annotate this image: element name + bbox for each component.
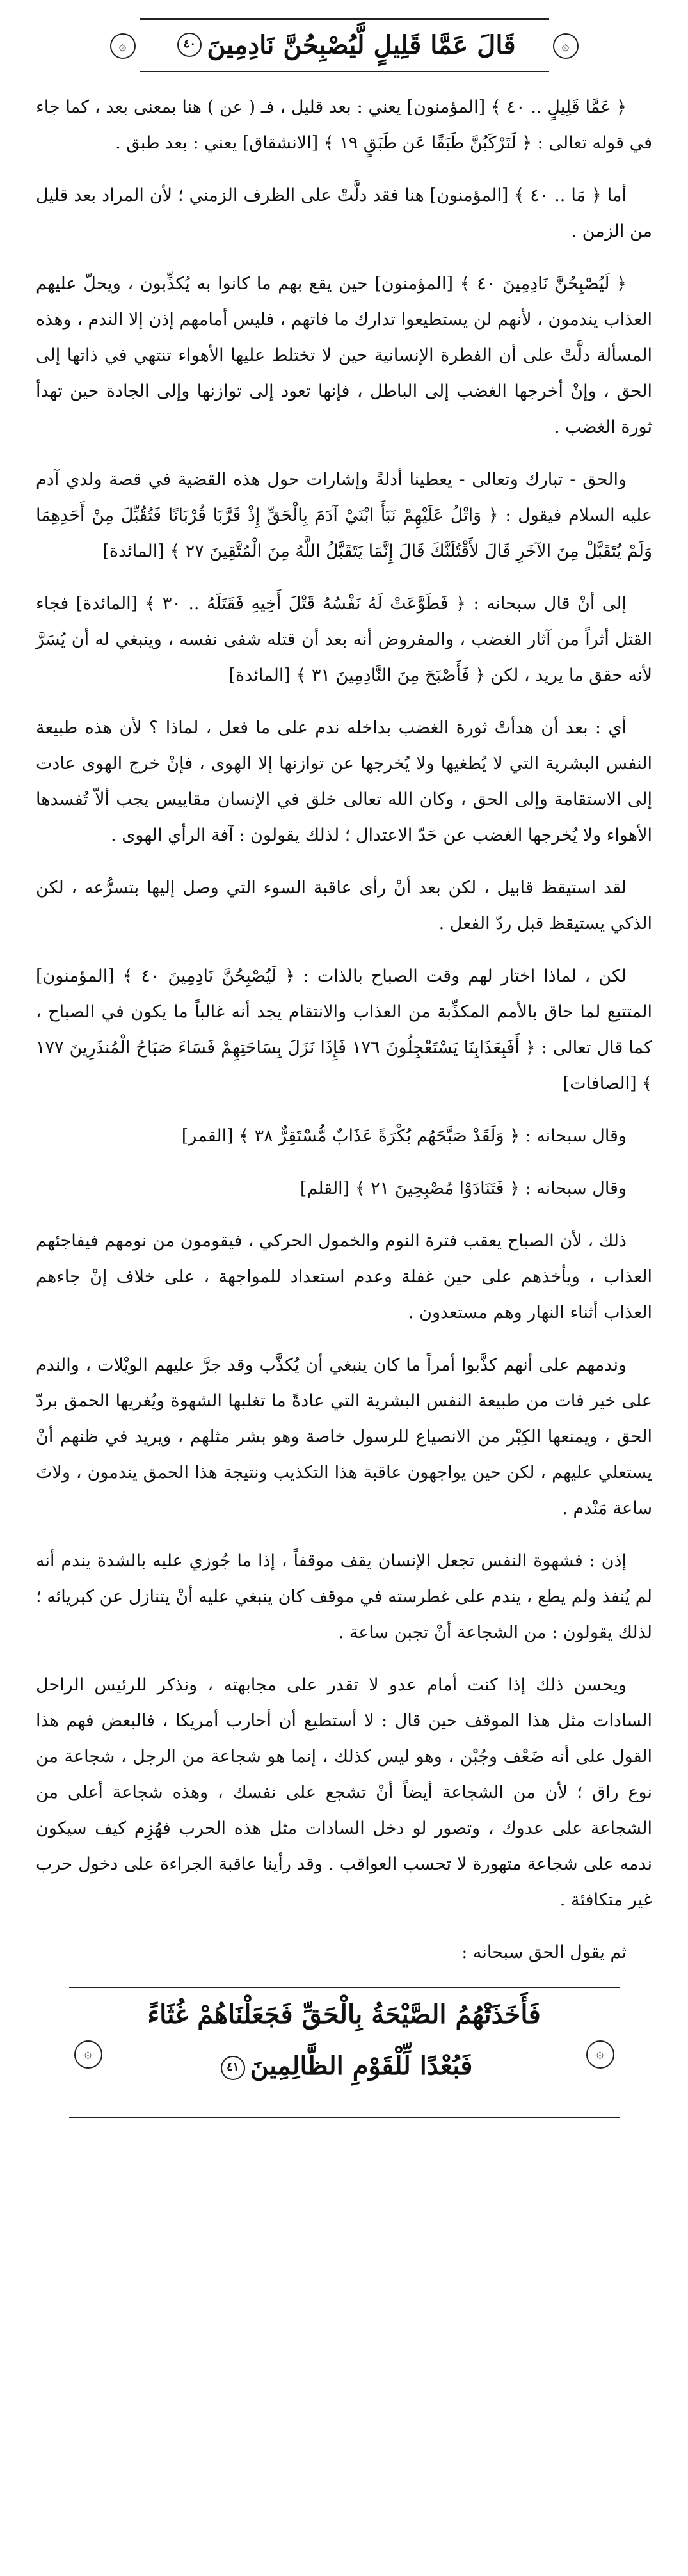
ornament-icon: ۞ [586, 2040, 614, 2069]
paragraph: وقال سبحانه : ﴿ فَتَنَادَوْا مُصْبِحِينَ ٢١ ﴾ [القلم] [300, 1179, 627, 1198]
closing-verse-line2-text: فَبُعْدًا لِّلْقَوْمِ الظَّالِمِينَ [250, 2051, 473, 2081]
paragraph: ويحسن ذلك إذا كنت أمام عدو لا تقدر على مجابهته ، ونذكر للرئيس الراحل السادات مثل هذا الموقف حين قال : لا أستطيع أن أحارب أمريكا ، فالبعض فهم هذا القول على أنه ضَعْف وجُبْن ، وهو ليس كذلك ، إنما هو شجاعة من الرجل ، شجاعة من نوع راق ؛ لأن من الشجاعة أيضاً أنْ تشجع على نفسك ، وهذه شجاعة أعلى من الشجاعة على عدوك ، وتصور لو دخل السادات مثل هذه الحرب فهُزِم كيف سيكون ندمه على شجاعة متهورة لا تحسب العواقب . وقد رأينا عاقبة الجراءة على دخول حرب غير متكافئة . [36, 1675, 652, 1910]
paragraph: إذن : فشهوة النفس تجعل الإنسان يقف موقفاً ، إذا ما جُوزي عليه بالشدة يندم أنه لم يُنفذ ولم يطع ، يندم على غطرسته في موقف كان ينبغي عليه أنْ يتنازل عن كبريائه ؛ لذلك يقولون : من الشجاعة أنْ تجبن ساعة . [36, 1551, 652, 1642]
paragraph: إلى أنْ قال سبحانه : ﴿ فَطَوَّعَتْ لَهُ نَفْسُهُ قَتْلَ أَخِيهِ فَقَتَلَهُ .. ٣٠ ﴾ [المائدة] فجاء القتل أثراً من آثار الغضب ، والمفروض أنه بعد أن قتله شفى نفسه ، وينبغي له أن يُسَرَّ لأنه حقق ما يريد ، لكن ﴿ فَأَصْبَحَ مِنَ النَّادِمِينَ ٣١ ﴾ [المائدة] [36, 594, 652, 685]
paragraph: ثم يقول الحق سبحانه : [461, 1943, 627, 1962]
paragraph: ﴿ عَمَّا قَلِيلٍ .. ٤٠ ﴾ [المؤمنون] يعني : بعد قليل ، فـ ( عن ) هنا بمعنى بعد ، كما جاء في قوله تعالى : ﴿ لَتَرْكَبُنَّ طَبَقًا عَن طَبَقٍ ١٩ ﴾ [الانشقاق] يعني : بعد طبق . [36, 97, 652, 153]
paragraph: أما ﴿ مَا .. ٤٠ ﴾ [المؤمنون] هنا فقد دلَّتْ على الظرف الزمني ؛ لأن المراد بعد قليل من الزمن . [36, 186, 652, 241]
header-verse-text: قَالَ عَمَّا قَلِيلٍ لَّيُصْبِحُنَّ نَادِمِينَ [207, 29, 516, 60]
closing-verse-line1: فَأَخَذَتْهُمُ الصَّيْحَةُ بِالْحَقِّ فَجَعَلْنَاهُمْ غُثَاءً [147, 2000, 541, 2030]
paragraph: وقال سبحانه : ﴿ وَلَقَدْ صَبَّحَهُم بُكْرَةً عَذَابٌ مُّسْتَقِرٌّ ٣٨ ﴾ [القمر] [181, 1126, 627, 1146]
closing-verse-line2 [69, 2040, 620, 2092]
paragraph: وندمهم على أنهم كذَّبوا أمراً ما كان ينبغي أن يُكذَّب وقد جرَّ عليهم الويْلات ، والندم على خير فات من طبيعة النفس البشرية التي عادةً ما تغلبها الشهوة ويُغريها الحمق بردّ الحق ، ويمنعها الكِبْر من الانصياع للرسول خاصة وهو بشر مثلهم ، ويريد في ظنهم أنْ يستعلي عليهم ، لكن حين يواجهون عاقبة هذا التكذيب ونتيجة هذا الحمق يندمون ، ولاتَ ساعة مَنْدم . [36, 1355, 652, 1518]
closing-verse-number: ٤١ [221, 2056, 245, 2080]
ornament-icon: ۞ [553, 33, 579, 59]
header-verse-number: ٤٠ [177, 33, 202, 57]
header-verse-banner [118, 18, 570, 72]
paragraph: ذلك ، لأن الصباح يعقب فترة النوم والخمول الحركي ، فيقومون من نومهم فيفاجئهم العذاب ، ويأخذهم على حين غفلة وعدم استعداد للمواجهة ، على خلاف إنْ جاءهم العذاب أثناء النهار وهم مستعدون . [36, 1231, 652, 1323]
closing-verse-banner [69, 1987, 620, 2119]
ornament-icon: ۞ [110, 33, 136, 59]
paragraph: لكن ، لماذا اختار لهم وقت الصباح بالذات : ﴿ لَيُصْبِحُنَّ نَادِمِينَ ٤٠ ﴾ [المؤمنون] المتتبع لما حاق بالأمم المكذِّبة من العذاب والانتقام يجد أنه غالباً ما يكون في الصباح ، كما قال تعالى : ﴿ أَفَبِعَذَابِنَا يَسْتَعْجِلُونَ ١٧٦ فَإِذَا نَزَلَ بِسَاحَتِهِمْ فَسَاءَ صَبَاحُ الْمُنذَرِينَ ١٧٧ ﴾ [الصافات] [36, 966, 652, 1093]
paragraph: والحق - تبارك وتعالى - يعطينا أدلةً وإشارات حول هذه القضية في قصة ولدي آدم عليه السلام فيقول : ﴿ وَاتْلُ عَلَيْهِمْ نَبَأَ ابْنَيْ آدَمَ بِالْحَقِّ إِذْ قَرَّبَا قُرْبَانًا فَتُقُبِّلَ مِنْ أَحَدِهِمَا وَلَمْ يُتَقَبَّلْ مِنَ الآخَرِ قَالَ لأَقْتُلَنَّكَ قَالَ إِنَّمَا يَتَقَبَّلُ اللَّهُ مِنَ الْمُتَّقِينَ ٢٧ ﴾ [المائدة] [36, 470, 652, 561]
paragraph: لقد استيقظ قابيل ، لكن بعد أنْ رأى عاقبة السوء التي وصل إليها بتسرُّعه ، لكن الذكي يستيقظ قبل ردّ الفعل . [36, 878, 652, 934]
paragraph: ﴿ لَيُصْبِحُنَّ نَادِمِينَ ٤٠ ﴾ [المؤمنون] حين يقع بهم ما كانوا به يُكذِّبون ، ويحلّ عليهم العذاب يندمون ، لأنهم لن يستطيعوا تدارك ما فاتهم ، فليس أمامهم إذن إلا الندم ، وهذه المسألة دلَّتْ على أن الفطرة الإنسانية حين لا تختلط عليها الأهواء تنتهي في ذاتها إلى الحق ، وإنْ أخرجها الغضب إلى الباطل ، فإنها تعود إلى توازنها وإلى الجادة حين تهدأ ثورة الغضب . [36, 274, 652, 437]
ornament-icon: ۞ [74, 2040, 102, 2069]
paragraph: أي : بعد أن هدأتْ ثورة الغضب بداخله ندم على ما فعل ، لماذا ؟ لأن هذه طبيعة النفس البشرية التي لا يُطغيها ولا يُخرجها عن توازنها إلا الهوى ، فإنْ خرج الهوى عادت إلى الاستقامة وإلى الحق ، وكان الله تعالى خلق في الإنسان مقاييس يجب ألاّ تُفسدها الأهواء ولا يُخرجها الغضب عن حَدّ الاعتدال ؛ لذلك يقولون : آفة الرأي الهوى . [36, 718, 652, 845]
